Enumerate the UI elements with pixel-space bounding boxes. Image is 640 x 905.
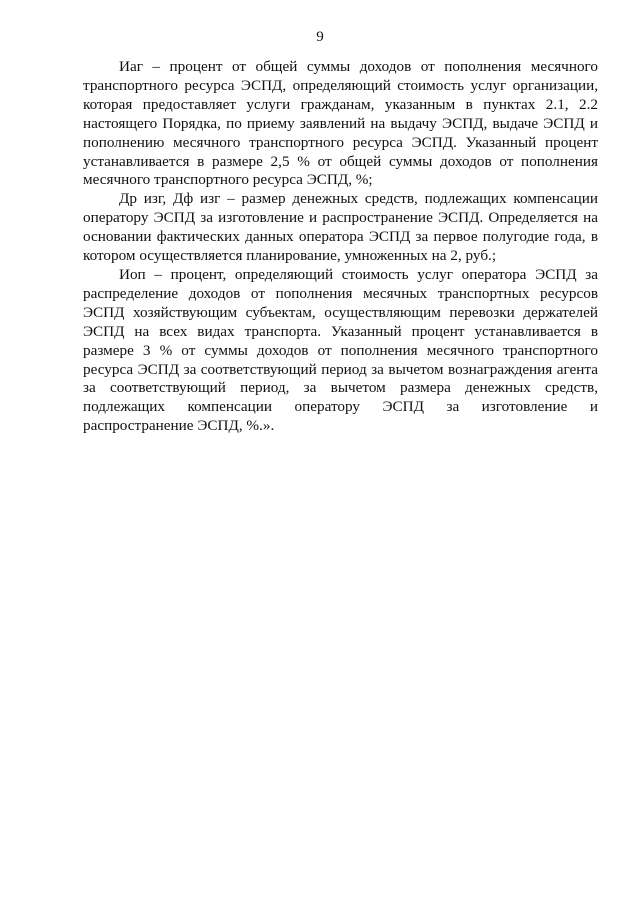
page-number: 9	[316, 29, 324, 45]
paragraph-dr-df-definition: Др изг, Дф изг – размер денежных средств, подлежащих компенсации оператору ЭСПД за изготовление и распространение ЭСПД. Определяется на основании фактических данных оператора ЭСПД за первое полугодие года, в котором осуществляется планирование, умноженных на 2, руб.;	[83, 190, 598, 265]
paragraph-iop-definition: Иоп – процент, определяющий стоимость услуг оператора ЭСПД за распределение доходов от пополнения месячных транспортных ресурсов ЭСПД хозяйствующим субъектам, осуществляющим перевозки держателей ЭСПД на всех видах транспорта. Указанный процент устанавливается в размере 3 % от суммы доходов от пополнения месячного транспортного ресурса ЭСПД за соответствующий период за вычетом вознаграждения агента за соответствующий период, за вычетом размера денежных средств, подлежащих компенсации оператору ЭСПД за изготовление и распространение ЭСПД, %.».	[83, 265, 598, 435]
document-body	[83, 58, 598, 436]
paragraph-iag-definition: Иаг – процент от общей суммы доходов от пополнения месячного транспортного ресурса ЭСПД, определяющий стоимость услуг организации, которая предоставляет услуги гражданам, указанным в пунктах 2.1, 2.2 настоящего Порядка, по приему заявлений на выдачу ЭСПД, выдаче ЭСПД и пополнению месячного транспортного ресурса ЭСПД. Указанный процент устанавливается в размере 2,5 % от общей суммы доходов от пополнения месячного транспортного ресурса ЭСПД, %;	[83, 58, 598, 189]
